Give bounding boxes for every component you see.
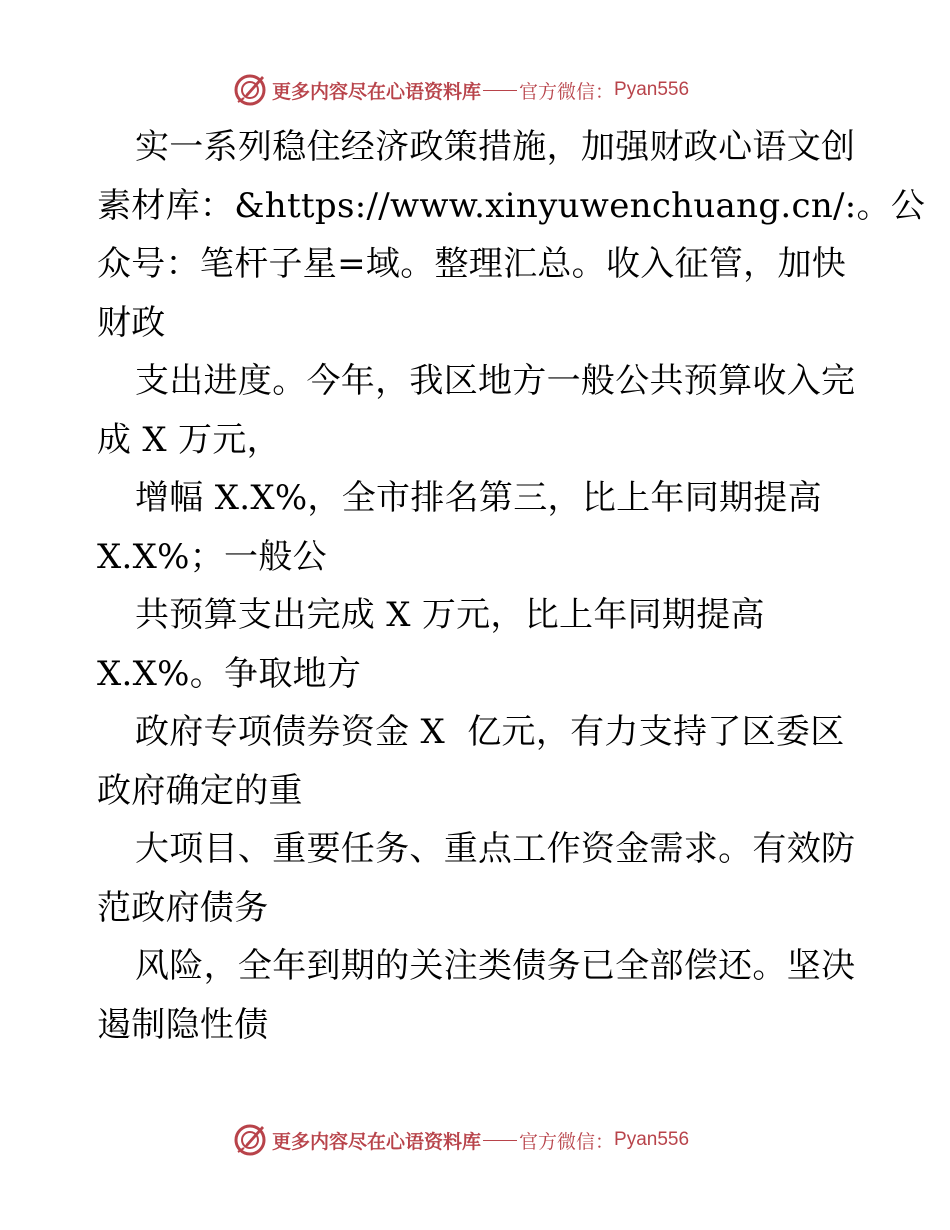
banner-wechat-label: 官方微信： <box>519 80 615 103</box>
text-line: 范政府债务 <box>97 887 269 928</box>
text-line: 遏制隐性债 <box>97 1004 269 1045</box>
text-line: 财政 <box>97 302 166 343</box>
text-line: 政府确定的重 <box>97 770 303 811</box>
text-line: X.X%。争取地方 <box>97 653 362 694</box>
text-line: 成 X 万元， <box>97 419 281 460</box>
text-line: 大项目、重要任务、重点工作资金需求。有效防 <box>135 829 856 869</box>
banner-wechat-id: Pyan556 <box>614 79 690 100</box>
text-line: 共预算支出完成 X 万元，比上年同期提高 <box>135 595 765 635</box>
banner-wechat-label: 官方微信： <box>519 1130 615 1153</box>
quill-logo-icon <box>232 72 268 108</box>
text-line: 实一系列稳住经济政策措施，加强财政心语文创 <box>135 127 856 167</box>
text-line: 政府专项债券资金 X 亿元，有力支持了区委区 <box>135 712 845 752</box>
text-line: 增幅 X.X%，全市排名第三，比上年同期提高 <box>135 478 822 518</box>
header-banner <box>232 70 689 110</box>
text-line: X.X%；一般公 <box>97 536 327 577</box>
quill-logo-icon <box>232 1122 268 1158</box>
text-line: 风险，全年到期的关注类债务已全部偿还。坚决 <box>135 946 856 986</box>
banner-main-text: 更多内容尽在心语资料库 <box>272 1130 482 1153</box>
banner-main-text: 更多内容尽在心语资料库 <box>272 80 482 103</box>
text-line: 素材库：&https://www.xinyuwenchuang.cn/:。公 <box>97 185 926 226</box>
banner-dash <box>483 90 517 91</box>
text-line: 众号：笔杆子星=域。整理汇总。收入征管，加快 <box>97 244 847 284</box>
banner-dash <box>483 1140 517 1141</box>
text-line: 支出进度。今年，我区地方一般公共预算收入完 <box>135 361 856 401</box>
banner-wechat-id: Pyan556 <box>614 1129 690 1150</box>
footer-banner <box>232 1120 689 1160</box>
body-text <box>97 118 926 1054</box>
